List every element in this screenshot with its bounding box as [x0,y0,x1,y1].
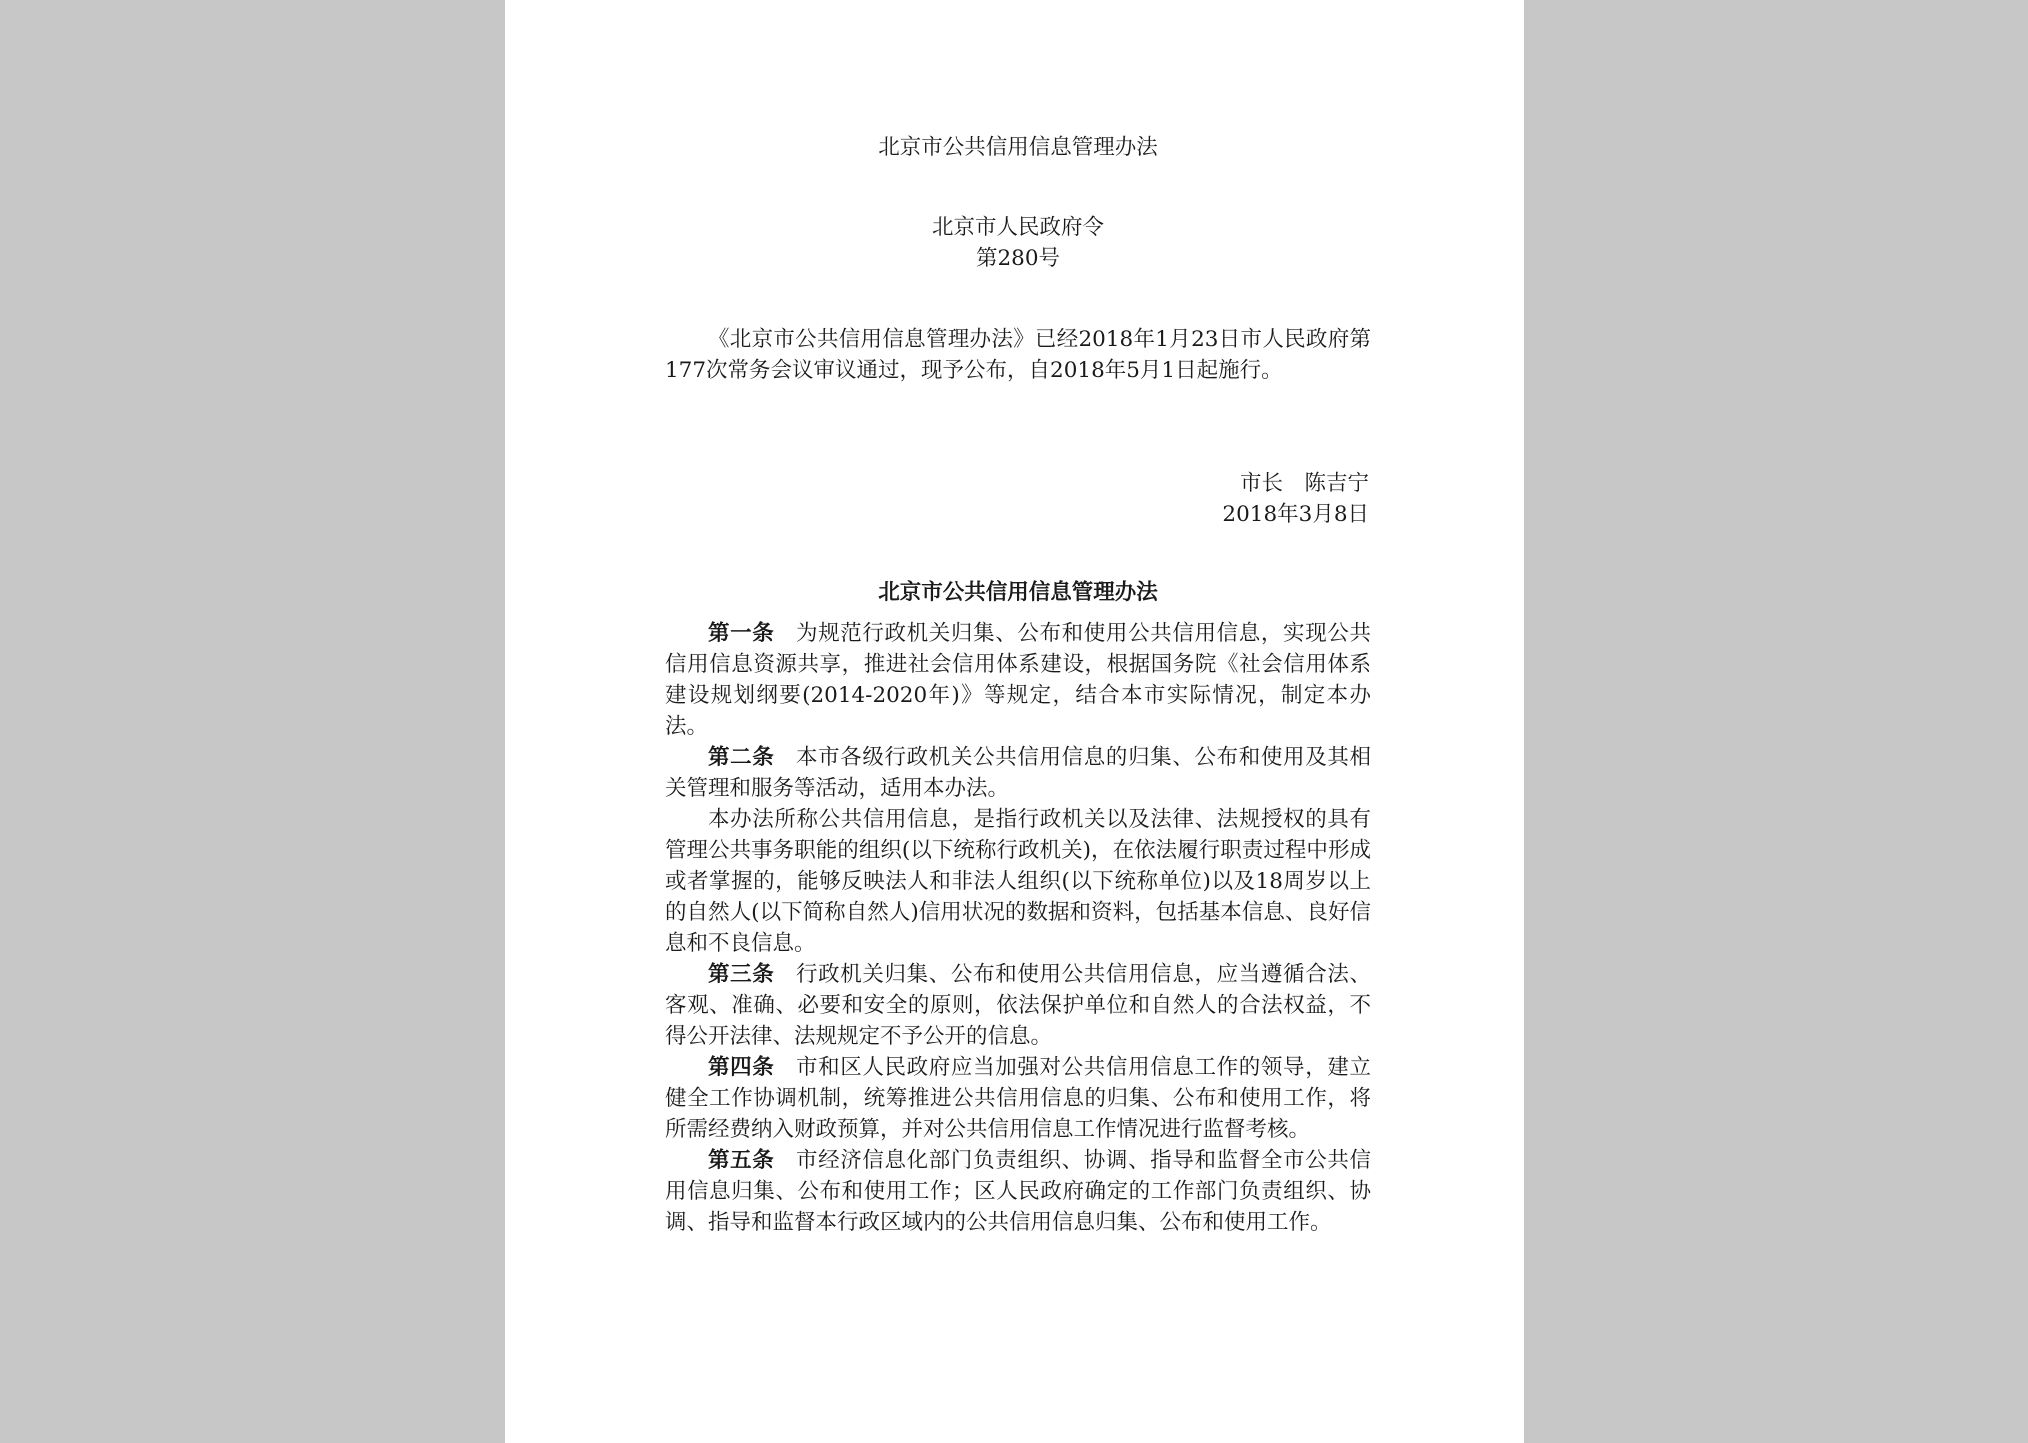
main-title: 北京市公共信用信息管理办法 [878,580,1158,605]
article-paragraph [665,1052,1371,1145]
promulgation-text: 《北京市公共信用信息管理办法》已经2018年1月23日市人民政府第177次常务会议审议通过，现予公布，自2018年5月1日起施行。 [665,327,1371,383]
signature-block [1069,468,1369,530]
articles-body [665,618,1371,1238]
article-number: 第三条 [708,962,775,987]
article-paragraph [665,804,1371,959]
article-text: 行政机关归集、公布和使用公共信用信息，应当遵循合法、客观、准确、必要和安全的原则，依法保护单位和自然人的合法权益，不得公开法律、法规规定不予公开的信息。 [665,962,1371,1049]
order-number: 第280号 [975,246,1061,271]
article-paragraph [665,742,1371,804]
article-number: 第四条 [708,1055,775,1080]
article-text: 市经济信息化部门负责组织、协调、指导和监督全市公共信用信息归集、公布和使用工作；区人民政府确定的工作部门负责组织、协调、指导和监督本行政区域内的公共信用信息归集、公布和使用工作。 [665,1148,1371,1235]
article-text: 本市各级行政机关公共信用信息的归集、公布和使用及其相关管理和服务等活动，适用本办法。 [665,745,1371,801]
order-block [665,212,1371,274]
signatory: 市长 陈吉宁 [1239,471,1369,496]
article-number: 第二条 [708,745,775,770]
document-page [505,0,1524,1443]
article-number: 第一条 [708,621,775,646]
article-text: 为规范行政机关归集、公布和使用公共信用信息，实现公共信用信息资源共享，推进社会信用体系建设，根据国务院《社会信用体系建设规划纲要(2014-2020年)》等规定，结合本市实际情况，制定本办法。 [665,621,1371,739]
sign-date: 2018年3月8日 [1222,502,1369,527]
article-paragraph [665,959,1371,1052]
article-text: 市和区人民政府应当加强对公共信用信息工作的领导，建立健全工作协调机制，统筹推进公共信用信息的归集、公布和使用工作，将所需经费纳入财政预算，并对公共信用信息工作情况进行监督考核。 [665,1055,1371,1142]
article-paragraph [665,1145,1371,1238]
order-issuer: 北京市人民政府令 [931,215,1104,240]
article-paragraph [665,618,1371,742]
article-text: 本办法所称公共信用信息，是指行政机关以及法律、法规授权的具有管理公共事务职能的组织(以下统称行政机关)，在依法履行职责过程中形成或者掌握的，能够反映法人和非法人组织(以下统称单位)以及18周岁以上的自然人(以下简称自然人)信用状况的数据和资料，包括基本信息、良好信息和不良信息。 [665,807,1371,956]
article-number: 第五条 [708,1148,775,1173]
document-title: 北京市公共信用信息管理办法 [878,135,1158,160]
